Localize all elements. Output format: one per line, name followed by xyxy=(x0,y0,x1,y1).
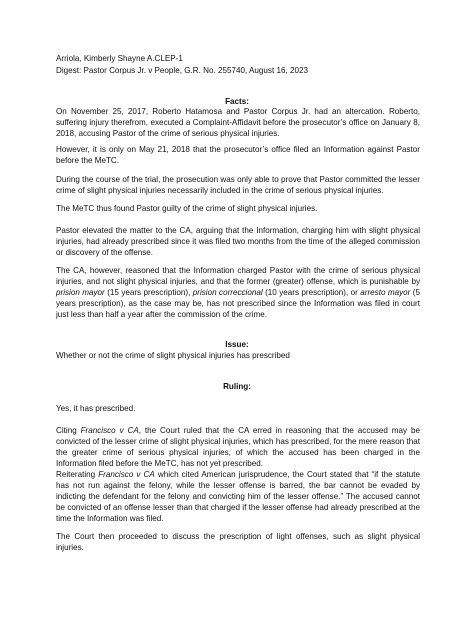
facts-paragraph-2: However, it is only on May 21, 2018 that the prosecutor’s office filed an Information against Pastor before the MeTC. xyxy=(56,145,420,165)
facts-p6-text-a: The CA, however, reasoned that the Information charged Pastor with the crime of serious physical injuries, and not slight physical injuries, and that the former (greater) offense, which is punishable by xyxy=(56,266,420,286)
issue-heading: Issue: xyxy=(225,340,249,349)
facts-paragraph-6 xyxy=(56,265,420,320)
ruling-p2-case-name: Francisco v CA xyxy=(80,426,139,435)
facts-paragraph-3: During the course of the trial, the prosecution was only able to prove that Pastor committed the lesser crime of slight physical injuries necessarily included in the crime of serious physical injuries. xyxy=(56,175,420,195)
facts-paragraph-4: The MeTC thus found Pastor guilty of the crime of slight physical injuries. xyxy=(56,204,318,213)
facts-p6-term-prision-correccional: prision correccional xyxy=(192,288,263,297)
facts-heading: Facts: xyxy=(225,97,249,106)
facts-p6-term-arresto-mayor: arresto mayor xyxy=(360,288,411,297)
author-line: Arriola, Kimberly Shayne A.CLEP-1 xyxy=(56,54,183,63)
ruling-p3-text-a: Reiterating xyxy=(56,470,99,479)
facts-paragraph-5: Pastor elevated the matter to the CA, arguing that the Information, charging him with slight physical injuries, had already prescribed since it was filed two months from the time of the alleged commission or discovery of the offense. xyxy=(56,226,420,257)
facts-p6-term-prision-mayor: prision mayor xyxy=(56,288,105,297)
ruling-paragraph-3 xyxy=(56,469,420,524)
issue-text: Whether or not the crime of slight physical injuries has prescribed xyxy=(56,351,290,360)
facts-p6-text-c: (15 years prescription), xyxy=(104,288,193,297)
ruling-p2-text-c: , the Court ruled that the CA erred in reasoning that the accused may be convicted of the lesser crime of slight physical injuries, which has prescribed, for the mere reason that the greater crime of serious physical injuries, of which the accused has been charged in the Information filed before the MeTC, has not yet prescribed. xyxy=(56,426,420,468)
ruling-paragraph-2 xyxy=(56,425,420,469)
ruling-p3-text-c: which cited American jurisprudence, the Court stated that “if the statute has not run against the felony, while the lesser offense is barred, the bar cannot be evaded by indicting the defendant for the felony and convicting him of the lesser offense.” The accused cannot be convicted of an offense lesser than that charged if the lesser offense had already prescribed at the time the Information was filed. xyxy=(56,470,421,523)
facts-paragraph-1: On November 25, 2017, Roberto Hatamosa and Pastor Corpus Jr. had an altercation. Roberto, suffering injury therefrom, executed a Complaint-Affidavit before the prosecutor’s office on January 8, 2018, accusing Pastor of the crime of serious physical injuries. xyxy=(56,107,420,138)
ruling-heading: Ruling: xyxy=(223,382,251,391)
facts-p6-text-g: (5 years prescription), as the case may be, has not prescribed since the Information was filed in court just less than half a year after the commission of the crime. xyxy=(56,288,420,319)
ruling-p3-case-name: Francisco v CA xyxy=(98,470,155,479)
ruling-paragraph-4: The Court then proceeded to discuss the prescription of light offenses, such as slight physical injuries. xyxy=(56,532,420,552)
digest-line: Digest: Pastor Corpus Jr. v People, G.R. No. 255740, August 16, 2023 xyxy=(56,66,308,75)
facts-p6-text-e: (10 years prescription), or xyxy=(262,288,361,297)
ruling-paragraph-1: Yes, it has prescribed. xyxy=(56,404,136,413)
ruling-p2-text-a: Citing xyxy=(56,426,81,435)
